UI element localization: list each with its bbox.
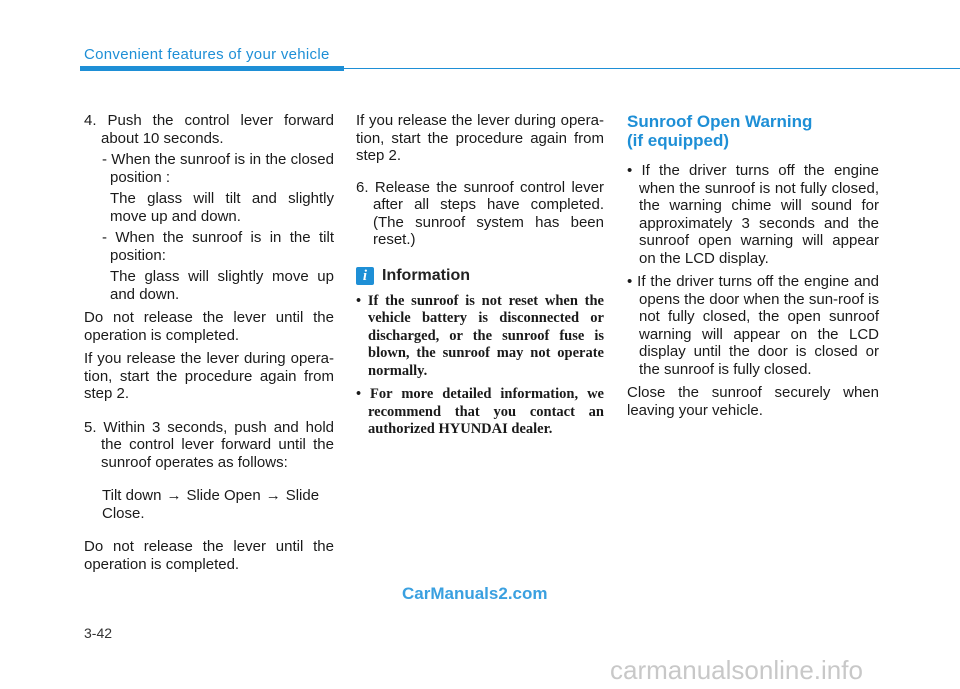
info-icon: i — [356, 267, 374, 285]
warning-bullet: • If the driver turns off the engine when the sunroof is not fully closed, the warning chime will sound for approximately 3 seconds and the sunroof open warning will appear on the LCD display. — [627, 162, 879, 267]
information-title: Information — [382, 266, 470, 284]
column-middle — [356, 112, 604, 439]
page-number: 3-42 — [84, 625, 113, 641]
sequence-slide-open: Slide Open — [186, 487, 261, 504]
information-header — [356, 267, 604, 285]
step-4-tilt-text: The glass will slightly move up and down. — [110, 268, 334, 303]
arrow-right-icon: → — [166, 487, 182, 504]
information-item: • If the sunroof is not reset when the vehicle battery is disconnected or discharged, or the sunroof fuse is blown, the sunroof may not operate normally. — [356, 292, 604, 379]
paragraph-do-not-release: Do not release the lever until the operation is completed. — [84, 309, 334, 344]
information-item: • For more detailed information, we recommend that you contact an authorized HYUNDAI dealer. — [356, 386, 604, 437]
paragraph-do-not-release-2: Do not release the lever until the operation is completed. — [84, 538, 334, 573]
section-header-title: Convenient features of your vehicle — [84, 46, 330, 63]
step-4-closed-case: - When the sunroof is in the closed position : — [102, 151, 334, 186]
step-6: 6. Release the sunroof control lever after all steps have completed. (The sunroof system has been reset.) — [356, 178, 604, 248]
sequence-slide-close: Slide Close. — [102, 487, 320, 522]
title-line-1: Sunroof Open Warning — [627, 112, 813, 131]
watermark-carmanuals2: CarManuals2.com — [402, 584, 548, 603]
header-accent-bar — [80, 66, 344, 71]
information-list — [356, 293, 604, 439]
sequence-tilt-down: Tilt down — [102, 487, 162, 504]
paragraph-close-sunroof: Close the sunroof securely when leaving your vehicle. — [627, 384, 879, 419]
header-rule — [344, 68, 960, 69]
watermark-carmanualsonline: carmanualsonline.info — [610, 655, 863, 685]
sunroof-open-warning-title — [627, 112, 879, 150]
arrow-right-icon: → — [265, 487, 281, 504]
warning-bullet: • If the driver turns off the engine and opens the door when the sun-roof is not fully closed, the open sunroof warning will appear on the LCD display until the door is closed or the sunroof is fully closed. — [627, 273, 879, 378]
step-5: 5. Within 3 seconds, push and hold the control lever forward until the sunroof operates as follows: — [84, 418, 334, 471]
step-4-closed-text: The glass will tilt and slightly move up and down. — [110, 190, 334, 225]
paragraph-restart: If you release the lever during opera-tion, start the procedure again from step 2. — [84, 350, 334, 402]
column-left — [84, 112, 334, 573]
paragraph-restart-2: If you release the lever during opera-tion, start the procedure again from step 2. — [356, 112, 604, 164]
column-right — [627, 112, 879, 419]
title-line-2: (if equipped) — [627, 131, 729, 150]
sunroof-sequence — [84, 487, 334, 522]
step-4-tilt-case: - When the sunroof is in the tilt position: — [102, 229, 334, 264]
step-4: 4. Push the control lever forward about 10 seconds. — [84, 112, 334, 147]
